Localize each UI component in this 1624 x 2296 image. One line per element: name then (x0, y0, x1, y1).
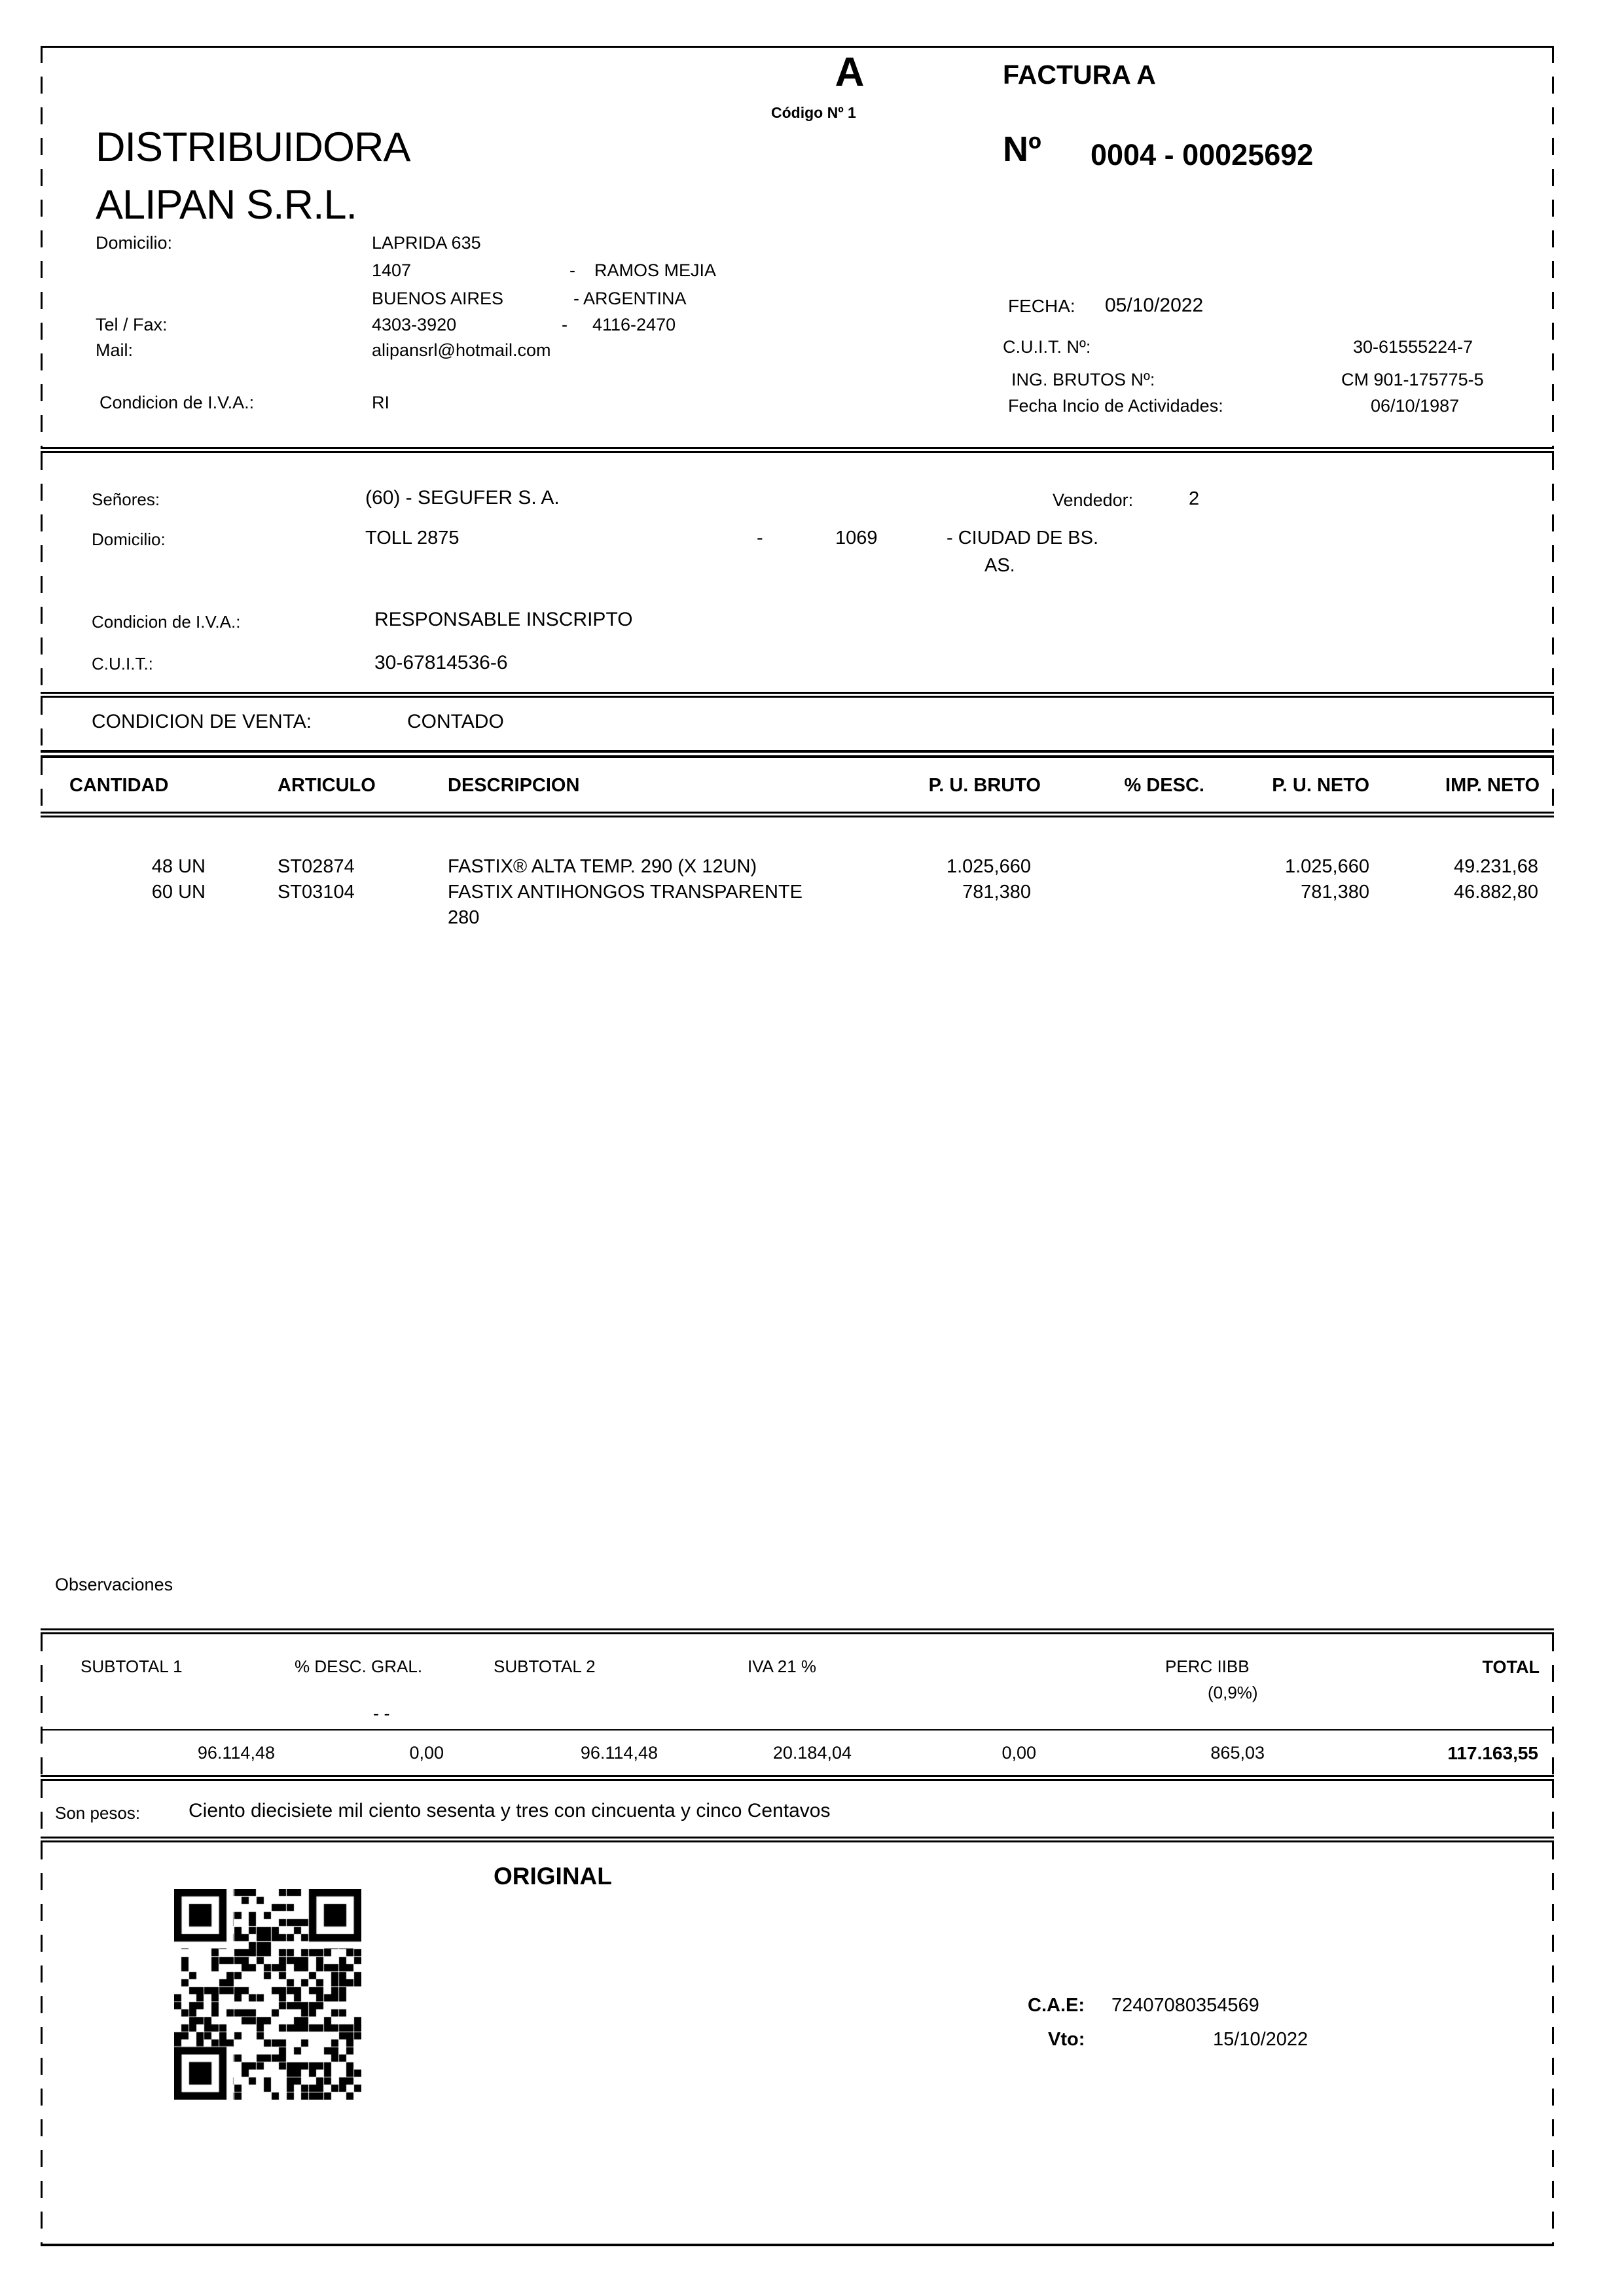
sonpesos-label: Son pesos: (55, 1803, 141, 1823)
emisor-mail-label: Mail: (96, 340, 134, 360)
doc-letter: A (835, 50, 865, 95)
total-perciibb-rate: (0,9%) (1208, 1683, 1258, 1702)
total-subtotal1-label: SUBTOTAL 1 (81, 1657, 183, 1676)
total-perciibb-value: 865,03 (1210, 1743, 1265, 1763)
emisor-domicilio-localidad: RAMOS MEJIA (594, 260, 717, 280)
emisor-iibb-label: ING. BRUTOS Nº: (1011, 370, 1155, 389)
total-total-label: TOTAL (1482, 1657, 1540, 1677)
vto-value: 15/10/2022 (1213, 2029, 1308, 2050)
cliente-vendedor-label: Vendedor: (1053, 490, 1134, 510)
total-perciibb-label: PERC IIBB (1165, 1657, 1250, 1676)
page-bottom-rule (41, 2244, 1554, 2246)
customer-bottom-rule (41, 692, 1554, 698)
company-name-line2: ALIPAN S.R.L. (96, 182, 357, 228)
doc-numero-label: Nº (1003, 130, 1041, 169)
company-name-line1: DISTRIBUIDORA (96, 124, 410, 170)
customer-section (41, 453, 1554, 692)
cae-value: 72407080354569 (1111, 1995, 1259, 2016)
doc-numero: 0004 - 00025692 (1091, 138, 1314, 171)
item-imp-neto: 46.882,80 (1453, 882, 1538, 903)
col-pu-bruto: P. U. BRUTO (928, 775, 1041, 796)
cliente-iva-value: RESPONSABLE INSCRIPTO (374, 609, 633, 630)
total-total-value: 117.163,55 (1447, 1743, 1538, 1763)
sonpesos-text: Ciento diecisiete mil ciento sesenta y tres con cincuenta y cinco Centavos (189, 1800, 831, 1821)
item-cantidad: 48 UN (151, 856, 206, 877)
total-subtotal2-value: 96.114,48 (580, 1743, 658, 1763)
item-descripcion: FASTIX® ALTA TEMP. 290 (X 12UN) (448, 856, 757, 877)
cliente-domicilio-localidad1: - CIUDAD DE BS. (947, 528, 1099, 548)
emisor-domicilio-pais: - ARGENTINA (573, 289, 687, 308)
doc-codigo: Código Nº 1 (771, 104, 856, 121)
emisor-cuit-value: 30-61555224-7 (1353, 337, 1473, 357)
item-pu-neto: 781,380 (1301, 882, 1369, 903)
cliente-cuit-label: C.U.I.T.: (92, 654, 153, 673)
cliente-senores-label: Señores: (92, 490, 160, 509)
emisor-fax: 4116-2470 (592, 315, 676, 334)
item-pu-bruto: 781,380 (962, 882, 1031, 903)
item-articulo: ST02874 (278, 856, 355, 877)
total-descgral-label: % DESC. GRAL. (295, 1657, 423, 1676)
cliente-domicilio-label: Domicilio: (92, 529, 166, 549)
total-subtotal2-label: SUBTOTAL 2 (494, 1657, 596, 1676)
emisor-domicilio-label: Domicilio: (96, 233, 173, 253)
emisor-mail: alipansrl@hotmail.com (372, 340, 551, 360)
col-descripcion: DESCRIPCION (448, 775, 580, 796)
total-descgral-dashes: - - (373, 1704, 390, 1723)
tablehead-bottom-rule (41, 812, 1554, 817)
col-imp-neto: IMP. NETO (1445, 775, 1540, 796)
item-descripcion-cont: 280 (448, 907, 480, 928)
emisor-tel: 4303-3920 (372, 315, 457, 334)
qr-code (174, 1889, 361, 2100)
fecha-value: 05/10/2022 (1105, 295, 1204, 316)
cliente-senores-value: (60) - SEGUFER S. A. (365, 487, 560, 509)
col-pu-neto: P. U. NETO (1272, 775, 1369, 796)
cliente-cuit-value: 30-67814536-6 (374, 652, 508, 673)
item-articulo: ST03104 (278, 882, 355, 903)
totals-top-rule (41, 1628, 1554, 1634)
emisor-telfax-sep: - (562, 315, 568, 334)
emisor-domicilio-sep: - (569, 260, 575, 280)
emisor-domicilio-calle: LAPRIDA 635 (372, 233, 481, 253)
cae-label: C.A.E: (1028, 1995, 1085, 2016)
total-otros-value: 0,00 (1001, 1743, 1036, 1763)
venta-value: CONTADO (407, 711, 504, 732)
emisor-domicilio-cp: 1407 (372, 260, 412, 280)
fecha-label: FECHA: (1008, 296, 1075, 316)
vto-label: Vto: (1048, 2029, 1085, 2050)
emisor-domicilio-provincia: BUENOS AIRES (372, 289, 504, 308)
emisor-cuit-label: C.U.I.T. Nº: (1003, 337, 1091, 357)
header-bottom-rule (41, 447, 1554, 453)
item-pu-bruto: 1.025,660 (946, 856, 1031, 877)
emisor-telfax-label: Tel / Fax: (96, 315, 168, 334)
cliente-domicilio-calle: TOLL 2875 (365, 528, 460, 548)
cliente-iva-label: Condicion de I.V.A.: (92, 612, 241, 632)
total-subtotal1-value: 96.114,48 (197, 1743, 275, 1763)
item-pu-neto: 1.025,660 (1284, 856, 1369, 877)
emisor-inicio-label: Fecha Incio de Actividades: (1008, 396, 1223, 416)
copy-type-label: ORIGINAL (494, 1863, 612, 1890)
doc-title: FACTURA A (1003, 60, 1156, 90)
emisor-iibb-value: CM 901-175775-5 (1341, 370, 1484, 389)
total-iva-label: IVA 21 % (748, 1657, 817, 1676)
cliente-domicilio-localidad2: AS. (984, 555, 1015, 576)
observaciones-label: Observaciones (55, 1575, 173, 1594)
venta-bottom-rule (41, 750, 1554, 758)
totals-bottom-rule (41, 1775, 1554, 1781)
col-cantidad: CANTIDAD (69, 775, 169, 796)
venta-label: CONDICION DE VENTA: (92, 711, 312, 732)
emisor-iva-value: RI (372, 393, 389, 412)
item-imp-neto: 49.231,68 (1453, 856, 1538, 877)
item-cantidad: 60 UN (151, 882, 206, 903)
emisor-iva-label: Condicion de I.V.A.: (99, 393, 255, 412)
col-articulo: ARTICULO (278, 775, 376, 796)
sonpesos-bottom-rule (41, 1837, 1554, 1842)
cliente-vendedor-value: 2 (1189, 488, 1200, 509)
item-descripcion: FASTIX ANTIHONGOS TRANSPARENTE (448, 882, 803, 903)
emisor-inicio-value: 06/10/1987 (1371, 396, 1460, 416)
total-iva-value: 20.184,04 (772, 1743, 852, 1763)
cliente-domicilio-sep: - (757, 528, 763, 548)
cliente-domicilio-cp: 1069 (835, 528, 878, 548)
col-desc: % DESC. (1124, 775, 1204, 796)
total-descgral-value: 0,00 (409, 1743, 444, 1763)
